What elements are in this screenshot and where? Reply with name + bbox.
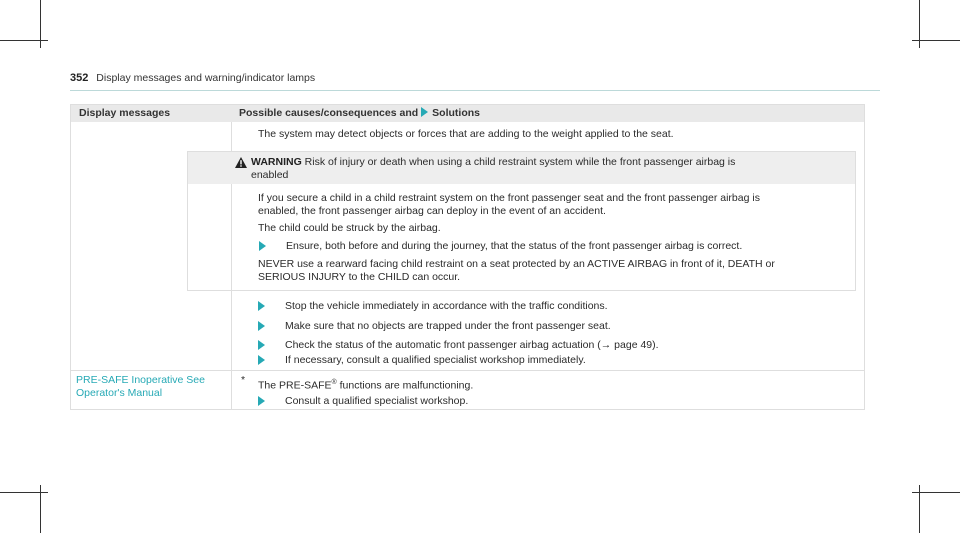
page-title: Display messages and warning/indicator lamps [96, 72, 316, 84]
warning-para1-line2: enabled, the front passenger airbag can deploy in the event of an accident. [258, 205, 606, 217]
header-divider [70, 90, 880, 91]
crop-mark [912, 40, 960, 41]
row2-cause-suffix: functions are malfunctioning. [336, 379, 474, 392]
row2-cause [258, 376, 473, 393]
arrow-right-icon [259, 241, 266, 251]
warning-para3-line1: NEVER use a rearward facing child restraint on a seat protected by an ACTIVE AIRBAG in front of it, DEATH or [258, 258, 775, 270]
warning-title-line2: enabled [251, 169, 289, 181]
warning-para1-line1: If you secure a child in a child restraint system on the front passenger seat and the front passenger airbag is [258, 192, 760, 204]
step-text: Stop the vehicle immediately in accordance with the traffic conditions. [285, 300, 608, 312]
row1-intro: The system may detect objects or forces that are adding to the weight applied to the seat. [258, 128, 674, 140]
arrow-right-icon [258, 355, 265, 365]
warning-step-text: Ensure, both before and during the journey, that the status of the front passenger airbag is correct. [286, 240, 743, 252]
row-divider [71, 370, 864, 371]
warning-box [187, 151, 856, 291]
warning-header [188, 152, 855, 184]
warning-title-line1 [251, 156, 735, 169]
crop-mark [0, 492, 48, 493]
message-pre-safe-line1: PRE-SAFE Inoperative See [76, 374, 205, 386]
step-text: Consult a qualified specialist workshop. [285, 395, 469, 407]
row2-cause-prefix: The PRE-SAFE [258, 379, 332, 392]
step-text: Check the status of the automatic front passenger airbag actuation (→ page 49). [285, 339, 659, 351]
registered-mark: ® [331, 379, 337, 386]
column-header-solutions-label: Solutions [432, 107, 481, 119]
arrow-right-icon [258, 340, 265, 350]
warning-para3-line2: SERIOUS INJURY to the CHILD can occur. [258, 271, 461, 283]
step-text: If necessary, consult a qualified specialist workshop immediately. [285, 354, 586, 366]
warning-text: Risk of injury or death when using a child restraint system while the front passenger airbag is [304, 156, 736, 168]
arrow-right-icon [258, 321, 265, 331]
crop-mark [912, 492, 960, 493]
warning-triangle-icon [235, 157, 247, 168]
warning-label: WARNING [251, 156, 302, 168]
arrow-right-icon [421, 107, 428, 117]
column-header-messages: Display messages [71, 105, 231, 122]
arrow-right-icon [258, 301, 265, 311]
arrow-right-icon [258, 396, 265, 406]
step-text: Make sure that no objects are trapped under the front passenger seat. [285, 320, 611, 332]
column-header-causes [231, 105, 864, 122]
warning-para2: The child could be struck by the airbag. [258, 222, 441, 234]
column-header-causes-label: Possible causes/consequences and [239, 107, 419, 119]
message-pre-safe-line2: Operator's Manual [76, 387, 163, 399]
page-number: 352 [70, 72, 89, 84]
asterisk-marker: * [241, 374, 246, 386]
page-header [70, 72, 880, 88]
crop-mark [0, 40, 48, 41]
